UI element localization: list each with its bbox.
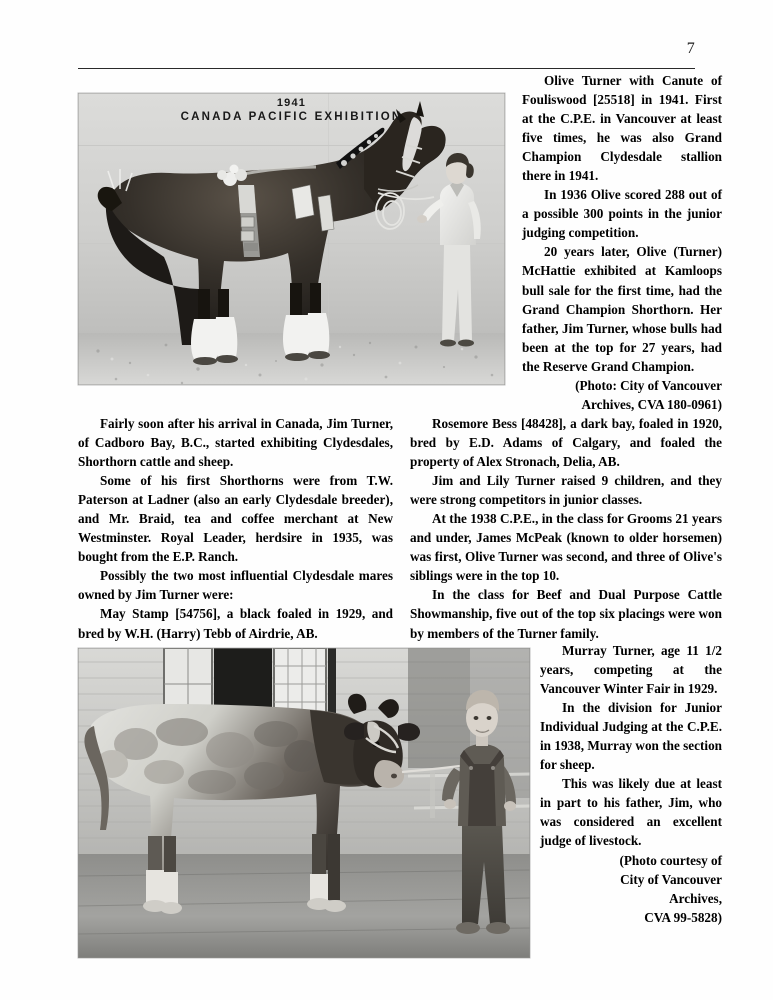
photo-clydesdale-illustration xyxy=(78,93,505,385)
body-paragraph: At the 1938 C.P.E., in the class for Grooms 21 years and under, James McPeak (known to older horsemen) was first, Olive Turner was second, and three of Olive's siblings were in the top 10. xyxy=(410,511,722,584)
photo-credit-line: City of Vancouver xyxy=(620,871,722,887)
photo-credit-line: (Photo courtesy of xyxy=(619,852,722,868)
photo-credit-line: Archives, xyxy=(669,890,722,906)
caption-column-top xyxy=(522,71,722,414)
body-paragraph: Some of his first Shorthorns were from T.W. Paterson at Ladner (also an early Clydesdale breeder), and Mr. Braid, tea and coffee merchant at New Westminster. Royal Leader, herdsire in 1935, was bought from the E.P. Ranch. xyxy=(78,473,393,565)
body-column-right xyxy=(410,414,722,643)
caption-column-bottom xyxy=(540,641,722,927)
photo-banner-year: 1941 xyxy=(276,97,307,109)
caption-paragraph: Murray Turner, age 11 1/2 years, competing at the Vancouver Winter Fair in 1929. xyxy=(540,643,722,697)
body-paragraph: Jim and Lily Turner raised 9 children, and they were strong competitors in junior classes. xyxy=(410,473,722,508)
photo-credit-line: CVA 99-5828) xyxy=(644,909,722,925)
photo-clydesdale-stallion xyxy=(78,93,505,385)
page-number: 7 xyxy=(686,40,695,57)
body-paragraph: Possibly the two most influential Clydesdale mares owned by Jim Turner were: xyxy=(78,568,393,603)
caption-paragraph: This was likely due at least in part to his father, Jim, who was considered an excellent judge of livestock. xyxy=(540,776,722,849)
photo-shorthorn-bull xyxy=(78,648,530,958)
body-column-left xyxy=(78,414,393,643)
body-paragraph: May Stamp [54756], a black foaled in 1929, and bred by W.H. (Harry) Tebb of Airdrie, AB. xyxy=(78,606,393,641)
body-paragraph: Fairly soon after his arrival in Canada, Jim Turner, of Cadboro Bay, B.C., started exhibiting Clydesdales, Shorthorn cattle and sheep. xyxy=(78,416,393,470)
body-paragraph: In the class for Beef and Dual Purpose Cattle Showmanship, five out of the top six placings were won by members of the Turner family. xyxy=(410,587,722,641)
photo-banner-title: CANADA PACIFIC EXHIBITION xyxy=(180,111,403,123)
header-rule xyxy=(78,68,695,69)
caption-paragraph: Olive Turner with Canute of Fouliswood [25518] in 1941. First at the C.P.E. in Vancouver at least five times, he was also Grand Champion Clydesdale stallion there in 1941. xyxy=(522,73,722,184)
body-paragraph: Rosemore Bess [48428], a dark bay, foaled in 1920, bred by E.D. Adams of Calgary, and foaled the property of Alex Stronach, Delia, AB. xyxy=(410,416,722,470)
caption-paragraph: In the division for Junior Individual Judging at the C.P.E. in 1938, Murray won the section for sheep. xyxy=(540,700,722,773)
caption-paragraph: 20 years later, Olive (Turner) McHattie exhibited at Kamloops bull sale for the first time, had the Grand Champion Shorthorn. Her father, Jim Turner, whose bulls had been at the top for 27 years, had the Reserve Grand Champion. xyxy=(522,244,722,374)
caption-paragraph: In 1936 Olive scored 288 out of a possible 300 points in the junior judging competition. xyxy=(522,187,722,241)
photo-bull-illustration xyxy=(78,648,530,958)
photo-credit-line: (Photo: City of Vancouver xyxy=(575,377,722,393)
photo-credit-line: Archives, CVA 180-0961) xyxy=(581,396,722,412)
